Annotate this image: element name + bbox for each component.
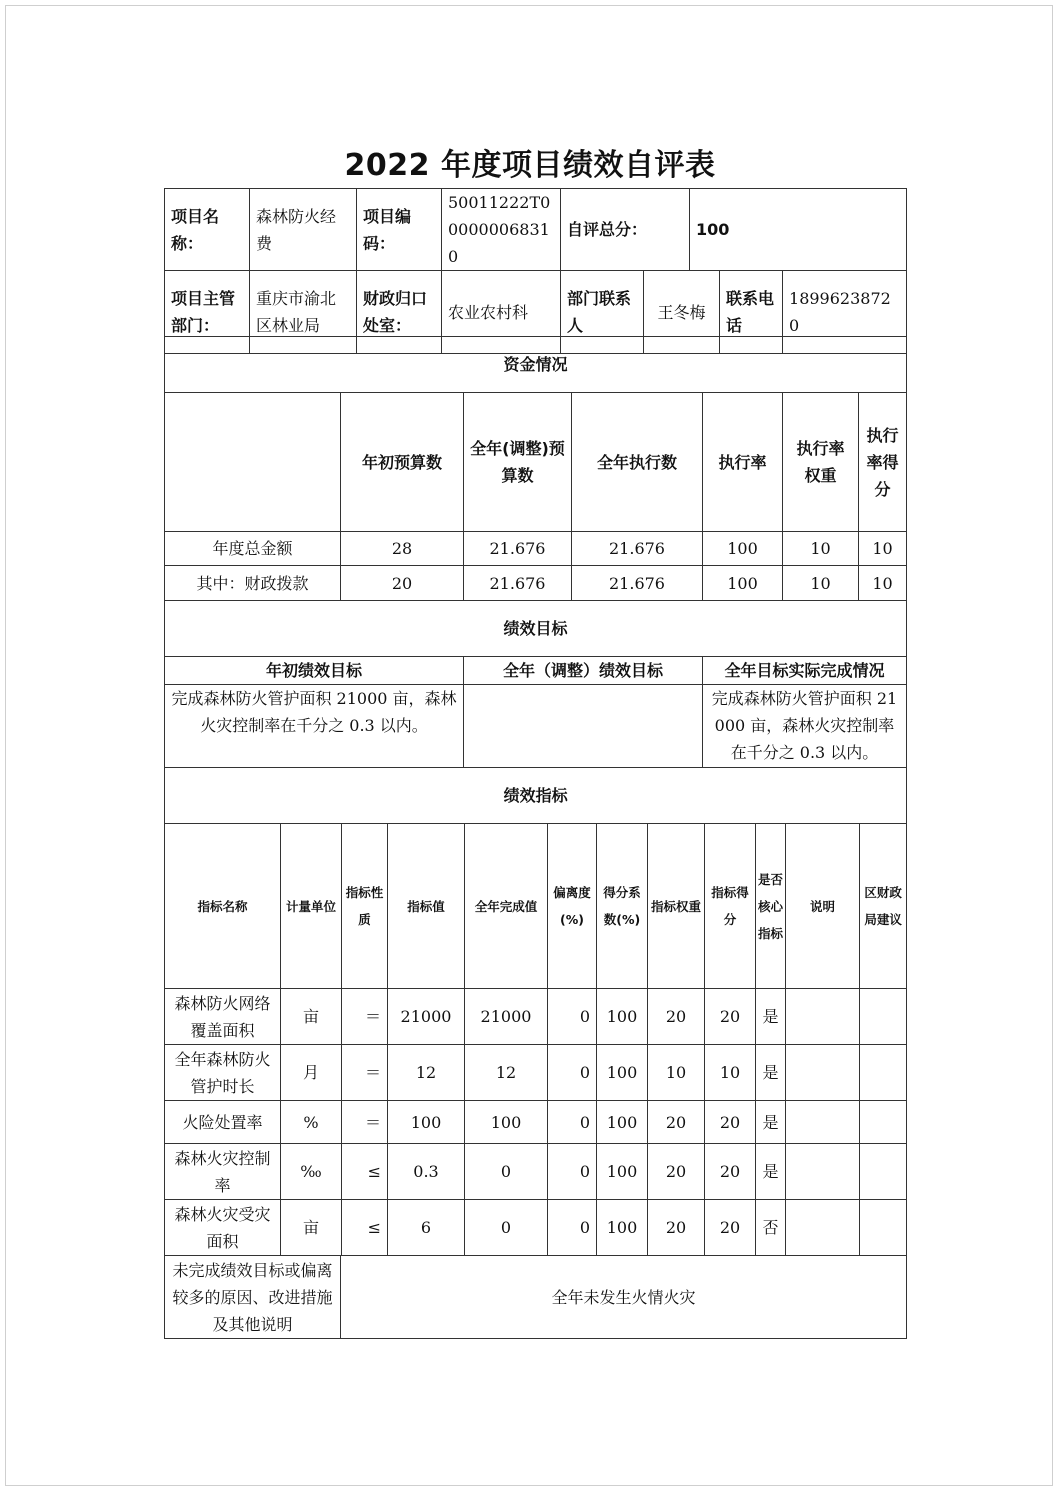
- ind-core: 是: [756, 1144, 786, 1200]
- goals-initial-text: 完成森林防火管护面积 21000 亩，森林火灾控制率在千分之 0.3 以内。: [165, 685, 464, 768]
- goals-header-initial: 年初绩效目标: [165, 657, 464, 685]
- ind-note: [786, 1045, 860, 1101]
- ind-weight: 10: [648, 1045, 705, 1101]
- ind-note: [786, 1101, 860, 1144]
- ind-deviation: 0: [548, 1101, 597, 1144]
- funds-cell: 28: [341, 532, 464, 566]
- ind-unit: 月: [281, 1045, 342, 1101]
- indicator-row: [165, 1101, 907, 1144]
- ind-name: 全年森林防火管护时长: [165, 1045, 281, 1101]
- ind-header-name: 指标名称: [165, 824, 281, 989]
- ind-note: [786, 1200, 860, 1256]
- ind-name: 火险处置率: [165, 1101, 281, 1144]
- ind-score: 20: [705, 1101, 756, 1144]
- ind-target: 0.3: [388, 1144, 465, 1200]
- explanation-label: 未完成绩效目标或偏离较多的原因、改进措施及其他说明: [165, 1256, 341, 1339]
- project-name-label: 项目名称：: [165, 189, 250, 271]
- dept-label: 项目主管部门：: [165, 271, 250, 354]
- project-code-value: 50011222T000000068310: [442, 189, 561, 271]
- ind-header-actual: 全年完成值: [465, 824, 548, 989]
- ind-header-unit: 计量单位: [281, 824, 342, 989]
- ind-coef: 100: [597, 1144, 648, 1200]
- ind-core: 是: [756, 1101, 786, 1144]
- ind-core: 否: [756, 1200, 786, 1256]
- ind-deviation: 0: [548, 1045, 597, 1101]
- ind-score: 10: [705, 1045, 756, 1101]
- ind-target: 21000: [388, 989, 465, 1045]
- ind-target: 12: [388, 1045, 465, 1101]
- ind-weight: 20: [648, 1144, 705, 1200]
- goals-header-adjusted: 全年（调整）绩效目标: [464, 657, 703, 685]
- ind-unit: 亩: [281, 1200, 342, 1256]
- ind-header-coef: 得分系数(%): [597, 824, 648, 989]
- ind-actual: 21000: [465, 989, 548, 1045]
- phone-label: 联系电话: [720, 271, 783, 354]
- ind-score: 20: [705, 989, 756, 1045]
- funds-cell: 10: [859, 532, 907, 566]
- ind-deviation: 0: [548, 989, 597, 1045]
- ind-nature: ＝: [342, 989, 388, 1045]
- ind-actual: 12: [465, 1045, 548, 1101]
- ind-actual: 100: [465, 1101, 548, 1144]
- finance-office-value: 农业农村科: [442, 271, 561, 354]
- ind-core: 是: [756, 1045, 786, 1101]
- ind-coef: 100: [597, 1045, 648, 1101]
- goals-table: [164, 600, 907, 768]
- finance-office-label: 财政归口处室：: [357, 271, 442, 354]
- ind-nature: ≤: [342, 1200, 388, 1256]
- project-name-value: 森林防火经费: [250, 189, 357, 271]
- ind-name: 森林防火网络覆盖面积: [165, 989, 281, 1045]
- funds-cell: 10: [859, 566, 907, 601]
- self-score-label: 自评总分：: [561, 189, 690, 271]
- contact-value: 王冬梅: [644, 271, 720, 354]
- indicator-row: [165, 989, 907, 1045]
- indicator-row: [165, 1144, 907, 1200]
- ind-advice: [860, 1045, 907, 1101]
- funds-header-adjusted-budget: 全年(调整)预算数: [464, 393, 572, 532]
- ind-header-score: 指标得分: [705, 824, 756, 989]
- ind-header-advice: 区财政局建议: [860, 824, 907, 989]
- funds-cell: 21.676: [572, 532, 703, 566]
- funds-cell: 100: [703, 532, 783, 566]
- funds-cell: 100: [703, 566, 783, 601]
- project-code-label: 项目编码：: [357, 189, 442, 271]
- ind-coef: 100: [597, 1200, 648, 1256]
- ind-advice: [860, 1101, 907, 1144]
- indicator-row: [165, 1045, 907, 1101]
- ind-nature: ＝: [342, 1045, 388, 1101]
- funds-cell: 10: [783, 566, 859, 601]
- ind-actual: 0: [465, 1144, 548, 1200]
- ind-note: [786, 989, 860, 1045]
- explanation-table: [164, 1255, 907, 1339]
- ind-header-core: 是否核心指标: [756, 824, 786, 989]
- funds-row-label: 年度总金额: [165, 532, 341, 566]
- ind-deviation: 0: [548, 1144, 597, 1200]
- ind-unit: %: [281, 1101, 342, 1144]
- ind-unit: ‰: [281, 1144, 342, 1200]
- ind-note: [786, 1144, 860, 1200]
- funds-header-rate-score: 执行率得分: [859, 393, 907, 532]
- ind-name: 森林火灾受灾面积: [165, 1200, 281, 1256]
- ind-header-deviation: 偏离度(%): [548, 824, 597, 989]
- self-score-value: 100: [690, 189, 907, 271]
- goals-adjusted-text: [464, 685, 703, 768]
- ind-deviation: 0: [548, 1200, 597, 1256]
- ind-unit: 亩: [281, 989, 342, 1045]
- funds-header-blank: [165, 393, 341, 532]
- ind-name: 森林火灾控制率: [165, 1144, 281, 1200]
- ind-header-note: 说明: [786, 824, 860, 989]
- ind-score: 20: [705, 1144, 756, 1200]
- indicators-section-title: 绩效指标: [165, 768, 907, 824]
- funds-header-rate-weight: 执行率权重: [783, 393, 859, 532]
- ind-coef: 100: [597, 989, 648, 1045]
- goals-header-actual: 全年目标实际完成情况: [703, 657, 907, 685]
- funds-header-initial-budget: 年初预算数: [341, 393, 464, 532]
- funds-header-exec-rate: 执行率: [703, 393, 783, 532]
- ind-target: 100: [388, 1101, 465, 1144]
- ind-nature: ≤: [342, 1144, 388, 1200]
- ind-coef: 100: [597, 1101, 648, 1144]
- explanation-value: 全年未发生火情火灾: [341, 1256, 907, 1339]
- funds-cell: 21.676: [464, 566, 572, 601]
- goals-section-title: 绩效目标: [165, 601, 907, 657]
- funds-cell: 10: [783, 532, 859, 566]
- ind-advice: [860, 1200, 907, 1256]
- funds-table: [164, 336, 907, 601]
- ind-header-weight: 指标权重: [648, 824, 705, 989]
- funds-cell: 21.676: [464, 532, 572, 566]
- ind-actual: 0: [465, 1200, 548, 1256]
- ind-header-nature: 指标性质: [342, 824, 388, 989]
- ind-advice: [860, 1144, 907, 1200]
- funds-cell: 21.676: [572, 566, 703, 601]
- funds-cell: 20: [341, 566, 464, 601]
- funds-section-title: 资金情况: [165, 337, 907, 393]
- indicator-row: [165, 1200, 907, 1256]
- ind-weight: 20: [648, 1200, 705, 1256]
- dept-value: 重庆市渝北区林业局: [250, 271, 357, 354]
- indicators-table: [164, 767, 907, 1256]
- ind-score: 20: [705, 1200, 756, 1256]
- goals-actual-text: 完成森林防火管护面积 21000 亩，森林火灾控制率在千分之 0.3 以内。: [703, 685, 907, 768]
- contact-label: 部门联系人: [561, 271, 644, 354]
- ind-target: 6: [388, 1200, 465, 1256]
- ind-advice: [860, 989, 907, 1045]
- ind-weight: 20: [648, 989, 705, 1045]
- page-title: 2022 年度项目绩效自评表: [344, 148, 716, 183]
- ind-weight: 20: [648, 1101, 705, 1144]
- funds-header-executed: 全年执行数: [572, 393, 703, 532]
- ind-header-target: 指标值: [388, 824, 465, 989]
- phone-value: 18996238720: [783, 271, 907, 354]
- ind-nature: ＝: [342, 1101, 388, 1144]
- funds-row-label: 其中：财政拨款: [165, 566, 341, 601]
- ind-core: 是: [756, 989, 786, 1045]
- project-info-table: [164, 188, 907, 354]
